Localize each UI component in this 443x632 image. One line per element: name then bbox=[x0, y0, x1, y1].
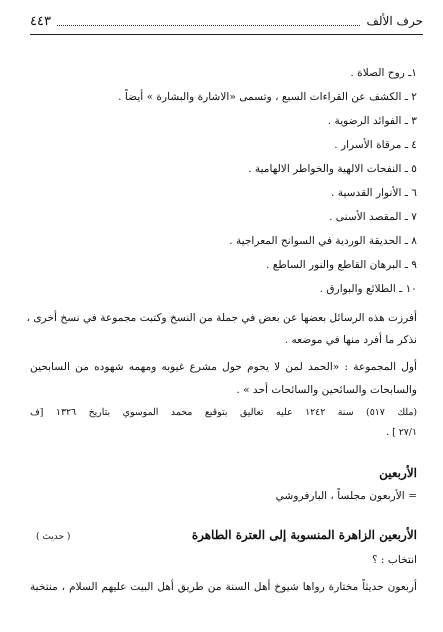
list-item: ٧ ـ المقصد الأسنى . bbox=[329, 211, 417, 223]
note-line: ٢٧/١ ] . bbox=[386, 427, 417, 438]
note-line: (ملك ٥١٧) سنة ١٢٤٢ عليه تعاليق بتوقيع محمد الموسوي بتاريخ ١٣٢٦ [ف bbox=[30, 407, 418, 418]
list-item: ٣ ـ الفوائد الرضوية . bbox=[327, 115, 417, 127]
entry-badge: ( حديث ) bbox=[36, 532, 71, 542]
header-rule bbox=[30, 34, 423, 35]
entry-line: أربعون حديثاً مختارة رواها شيوخ أهل السنة من طريق أهل البيت عليهم السلام ، منتخبة bbox=[30, 581, 417, 593]
paragraph-line: والسابحات والسائحين والسائحات أحد » . bbox=[236, 384, 417, 396]
entry-line: انتخاب : ؟ bbox=[371, 554, 417, 566]
paragraph-line: أول المجموعة : «الحمد لمن لا يحوم حول مشرع غيوبه ومهمه شهوده من السابحين bbox=[30, 361, 417, 373]
entry-line: = الأربعون مجلساً ، البارفروشي bbox=[275, 490, 417, 502]
paragraph-line: أفرزت هذه الرسائل بعضها عن بعض في جملة من النسخ وكتبت مجموعة في نسخ أخرى ، bbox=[26, 312, 417, 324]
list-item: ٦ ـ الأنوار القدسية . bbox=[331, 187, 417, 199]
list-item: ٨ ـ الحديقة الوردية في السوانح المعراجية . bbox=[229, 235, 417, 247]
header-leader-dots bbox=[57, 17, 360, 26]
list-item: ٩ ـ البرهان القاطع والنور الساطع . bbox=[265, 259, 417, 271]
header-title: حرف الألف bbox=[366, 14, 423, 28]
list-item: ١٠ ـ الطلائع والبوارق . bbox=[319, 283, 417, 295]
page-number: ٤٤٣ bbox=[30, 13, 51, 29]
list-item: ٢ ـ الكشف عن القراءات السبع ، وتسمى «الاشارة والبشارة » أيضاً . bbox=[118, 91, 417, 103]
paragraph-line: نذكر ما أفرد منها في موضعه . bbox=[284, 334, 417, 346]
list-item: ١ـ روح الصلاة . bbox=[350, 67, 417, 79]
entry-title: الأربعين الزاهرة المنسوبة إلى العترة الطاهرة bbox=[191, 528, 417, 542]
list-item: ٤ ـ مرقاة الأسرار . bbox=[334, 139, 417, 151]
entry-title: الأربعين bbox=[379, 466, 417, 480]
running-header bbox=[30, 10, 423, 32]
list-item: ٥ ـ النفحات الالهية والخواطر الالهامية . bbox=[248, 163, 417, 175]
